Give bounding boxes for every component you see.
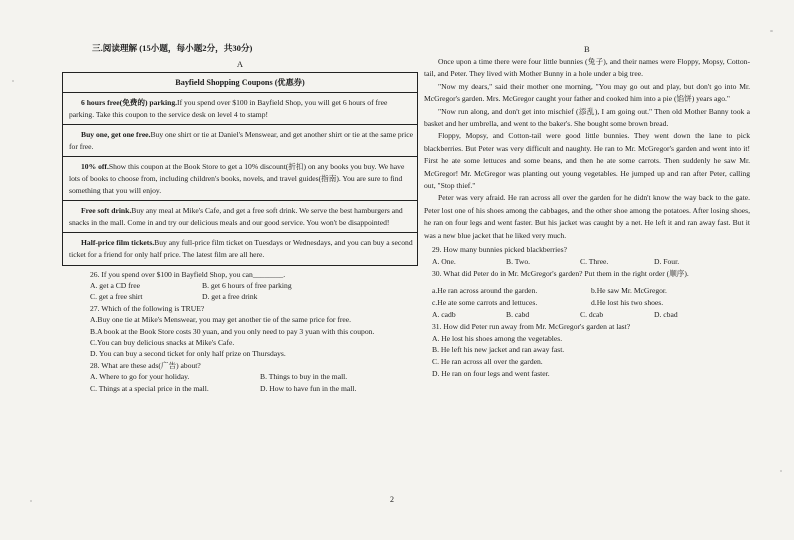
question-26	[62, 269, 418, 303]
option-row	[424, 309, 750, 321]
option-c[interactable]: C. get a free shirt	[90, 292, 143, 302]
scan-speck	[30, 500, 32, 502]
coupon-body: Show this coupon at the Book Store to get a 10% discount(折扣) on any books you buy. We have lots of books to choose from, including children's books, novels, and travel guides(指南). You are sure to find something that you will enjoy.	[69, 162, 405, 195]
question-27	[62, 303, 418, 360]
option-c[interactable]: C.You can buy delicious snacks at Mike's Cafe.	[90, 337, 235, 347]
question-31	[424, 321, 750, 380]
scan-speck	[770, 30, 773, 32]
page-number: 2	[390, 495, 394, 504]
option-a[interactable]: A. cadb	[432, 310, 456, 320]
question-29	[424, 244, 750, 268]
coupon-heading: Buy one, get one free.	[81, 130, 151, 140]
part-b-label: B	[584, 44, 590, 54]
scan-speck	[780, 470, 782, 472]
coupon-heading: Half-price film tickets.	[81, 238, 155, 248]
option-d[interactable]: D. cbad	[654, 310, 678, 320]
story-paragraph: Floppy, Mopsy, and Cotton-tail were good little bunnies. They went down the lane to pick blackberries. But Peter was very difficult and naughty. He ran to Mr. McGregor's garden and went into it! First he ate some lettuces and some beans, and then he ate some carrots. Then suddenly he saw Mr. McGregor! Mr. McGregor was planting out young vegetables. He jumped up and ran after Peter, calling out, "Stop thief."	[424, 131, 750, 191]
question-stem: 27. Which of the following is TRUE?	[90, 303, 205, 313]
story-paragraph: "Now run along, and don't get into mischief (添乱), I am going out." Then old Mother Banny took a basket and her umbrella, and went to the baker's. She bought some brown bread.	[424, 106, 750, 129]
coupon-body: If you spend over $100 in Bayfield Shop, you will get 6 hours of free parking. Take this coupon to the service desk on level 4 to stamp!	[69, 98, 388, 119]
option-a[interactable]: A. Where to go for your holiday.	[90, 372, 190, 382]
coupon-film	[63, 233, 417, 264]
option-b[interactable]: B. He left his new jacket and ran away fast.	[432, 345, 565, 355]
question-stem: 28. What are these ads(广告) about?	[90, 360, 201, 370]
option-b[interactable]: B.A book at the Book Store costs 30 yuan, and you only need to pay 3 yuan with this coupon.	[90, 326, 375, 336]
option-c[interactable]: C. Three.	[580, 256, 609, 266]
option-b[interactable]: B. Things to buy in the mall.	[260, 372, 348, 382]
question-stem: 29. How many bunnies picked blackberries?	[432, 245, 567, 255]
question-stem: 30. What did Peter do in Mr. McGregor's garden? Put them in the right order (顺序).	[432, 268, 689, 278]
option-d[interactable]: D. You can buy a second ticket for only half prize on Thursdays.	[90, 349, 286, 359]
option-row	[62, 371, 418, 382]
coupon-body: Buy any meal at Mike's Cafe, and get a free soft drink. We serve the best hamburgers and snacks in the mall. Come in and try our delicious meals and our good service. You won't be disappointed!	[69, 206, 403, 227]
coupon-heading: Free soft drink.	[81, 206, 132, 216]
part-a-label: A	[236, 59, 244, 69]
item-d: d.He lost his two shoes.	[591, 298, 664, 308]
item-c: c.He ate some carrots and lettuces.	[432, 298, 538, 308]
option-row	[424, 256, 750, 268]
coupon-parking	[63, 93, 417, 125]
option-b[interactable]: B. get 6 hours of free parking	[202, 280, 292, 290]
option-d[interactable]: D. He ran on four legs and went faster.	[432, 369, 550, 379]
option-b[interactable]: B. cabd	[506, 310, 530, 320]
coupon-heading: 6 hours free(免费的) parking.	[81, 98, 178, 107]
option-c[interactable]: C. dcab	[580, 310, 604, 320]
coupon-cafe	[63, 201, 417, 233]
option-row	[62, 280, 418, 291]
coupon-heading: 10% off.	[81, 162, 109, 172]
option-a[interactable]: A. One.	[432, 256, 456, 266]
coupon-table	[62, 72, 418, 266]
item-row	[424, 297, 750, 309]
option-a[interactable]: A.Buy one tie at Mike's Menswear, you may get another tie of the same price for free.	[90, 315, 352, 325]
option-a[interactable]: A. get a CD free	[90, 280, 140, 290]
story-paragraph: "Now my dears," said their mother one morning, "You may go out and play, but don't go into Mr. McGregor's garden. Mrs. McGregor caught your father and cooked him into a pie (馅饼) years ago."	[424, 81, 750, 104]
story-paragraph: Once upon a time there were four little bunnies (兔子), and their names were Floppy, Mopsy, Cotton-tail, and Peter. They lived with Mother Bunny in a hole under a big tree.	[424, 57, 750, 79]
coupon-title: Bayfield Shopping Coupons (优惠券)	[63, 73, 417, 93]
option-a[interactable]: A. He lost his shoes among the vegetables.	[432, 333, 563, 343]
story-paragraph: Peter was very afraid. He ran across all over the garden for he didn't know the way back to the gate. Peter lost one of his shoes among the cabbages, and the other shoe among the potatoes. After losing shoes, he ran on four legs and went faster. But his jacket was caught by a net. He left it and ran away fast. But it was a new blue jacket that he liked very much.	[424, 193, 750, 240]
question-stem: 31. How did Peter run away from Mr. McGregor's garden at last?	[432, 321, 631, 331]
scan-speck	[12, 80, 14, 82]
question-30	[424, 268, 750, 321]
question-stem: 26. If you spend over $100 in Bayfield Shop, you can________.	[90, 269, 286, 279]
coupon-menswear	[63, 125, 417, 157]
option-d[interactable]: D. get a free drink	[202, 292, 258, 302]
right-column	[424, 44, 750, 380]
left-column	[62, 42, 418, 394]
option-b[interactable]: B. Two.	[506, 256, 531, 266]
option-d[interactable]: D. Four.	[654, 256, 680, 266]
option-row	[62, 383, 418, 394]
question-28	[62, 360, 418, 394]
option-d[interactable]: D. How to have fun in the mall.	[260, 383, 357, 393]
coupon-body: Buy any full-price film ticket on Tuesdays or Wednesdays, and you can buy a second ticket for a friend for only half price. The latest film are all here.	[69, 238, 413, 259]
section-title: 三.阅读理解 (15小题，每小题2分，共30分)	[92, 43, 253, 53]
item-row	[424, 285, 750, 297]
option-c[interactable]: C. He ran across all over the garden.	[432, 357, 543, 367]
option-row	[62, 291, 418, 302]
coupon-bookstore	[63, 157, 417, 201]
item-a: a.He ran across around the garden.	[432, 286, 538, 296]
option-c[interactable]: C. Things at a special price in the mall.	[90, 383, 209, 393]
coupon-body: Buy one shirt or tie at Daniel's Menswear, and get another shirt or tie at the same price for free.	[69, 130, 414, 151]
item-b: b.He saw Mr. McGregor.	[591, 286, 667, 296]
